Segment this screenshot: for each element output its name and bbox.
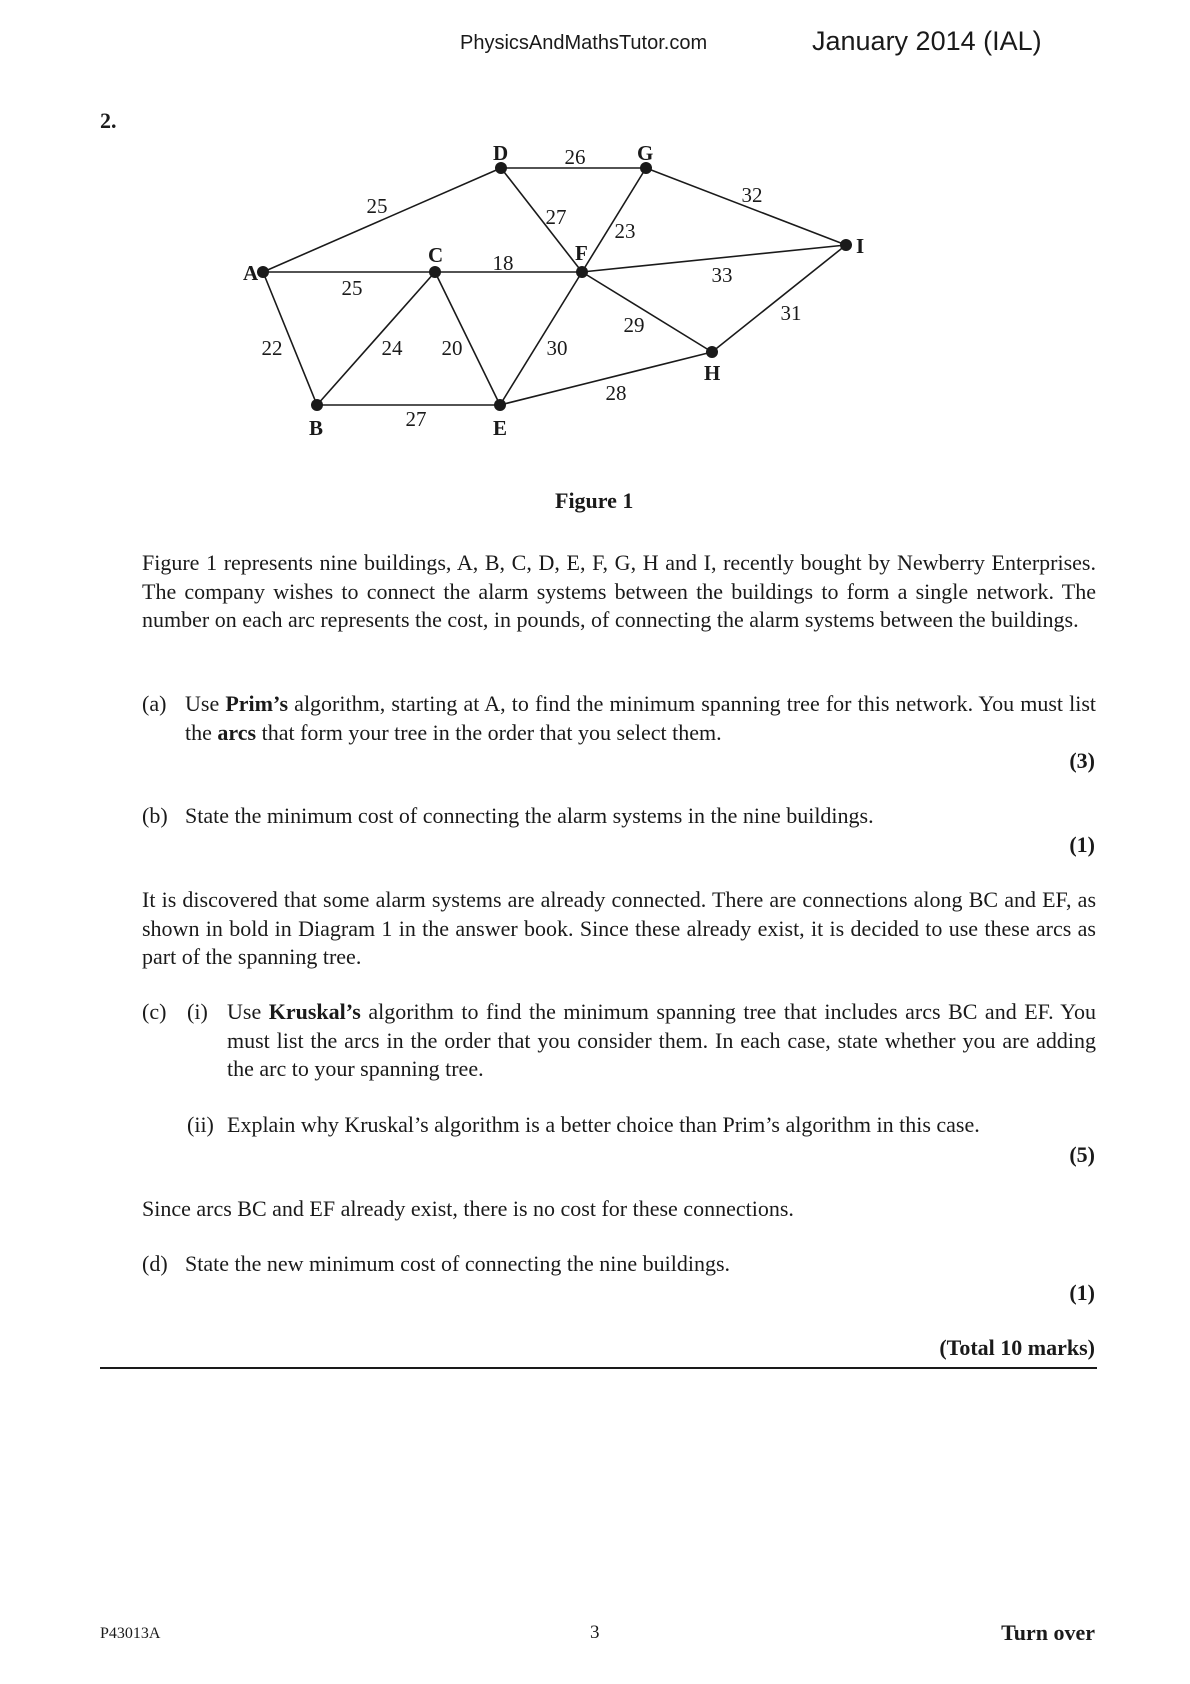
node-label-C: C: [428, 243, 444, 267]
node-A: [257, 266, 269, 278]
node-label-E: E: [493, 416, 508, 440]
arc-AD: [263, 168, 501, 272]
node-label-G: G: [637, 141, 654, 165]
part-b: [142, 802, 1096, 831]
node-H: [706, 346, 718, 358]
turn-over-label: Turn over: [1001, 1620, 1095, 1645]
section-divider: [100, 1367, 1097, 1369]
part-d-marks: (1): [1069, 1280, 1095, 1305]
node-label-F: F: [575, 241, 588, 265]
node-label-H: H: [704, 361, 721, 385]
question-number: 2.: [100, 108, 117, 133]
arc-weights: [262, 145, 802, 431]
paper-code: P43013A: [100, 1625, 161, 1642]
node-F: [576, 266, 588, 278]
arc-FH: [582, 272, 712, 352]
context-paragraph: It is discovered that some alarm systems are already connected. There are connections along BC and EF, as shown in bold in Diagram 1 in the answer book. Since these already exist, it is decided to use these arcs as part of the spanning tree.: [142, 887, 1096, 969]
arc-weight-GI: 32: [741, 183, 763, 207]
part-c-ii-label: (ii): [187, 1112, 214, 1137]
part-c-i-text: Use Kruskal’s algorithm to find the minimum spanning tree that includes arcs BC and EF. You must list the arcs in the order that you consider them. In each case, state whether you are adding the arc to your spanning tree.: [227, 999, 1096, 1081]
part-c-i-label: (i): [187, 999, 208, 1024]
total-marks: (Total 10 marks): [939, 1335, 1095, 1360]
arc-weight-CB: 24: [381, 336, 403, 360]
arc-weight-CF: 18: [492, 251, 514, 275]
node-label-B: B: [309, 416, 324, 440]
page-number: 3: [590, 1622, 600, 1643]
arc-weight-HI: 31: [780, 301, 802, 325]
no-cost-paragraph: Since arcs BC and EF already exist, there is no cost for these connections.: [142, 1196, 794, 1221]
part-b-marks: (1): [1069, 832, 1095, 857]
network-figure: [0, 0, 1190, 520]
node-label-I: I: [856, 234, 865, 258]
part-d-label: (d): [142, 1251, 168, 1276]
part-a-text: Use Prim’s algorithm, starting at A, to find the minimum spanning tree for this network. You must list the arcs that form your tree in the order that you select them.: [185, 691, 1097, 745]
arc-weight-DG: 26: [564, 145, 586, 169]
header-exam-date: January 2014 (IAL): [812, 26, 1042, 56]
part-b-text: State the minimum cost of connecting the alarm systems in the nine buildings.: [185, 803, 874, 828]
node-E: [494, 399, 506, 411]
part-c-ii: [142, 1111, 1096, 1140]
part-a-marks: (3): [1069, 748, 1095, 773]
arc-CB: [317, 272, 435, 405]
node-I: [840, 239, 852, 251]
header-site-name: PhysicsAndMathsTutor.com: [460, 32, 708, 54]
node-label-D: D: [493, 141, 509, 165]
node-C: [429, 266, 441, 278]
node-label-A: A: [243, 261, 259, 285]
part-c-marks: (5): [1069, 1142, 1095, 1167]
arc-weight-GF: 23: [614, 219, 636, 243]
arc-weight-DF: 27: [545, 205, 567, 229]
arc-weight-CE: 20: [441, 336, 463, 360]
arc-weight-EH: 28: [605, 381, 627, 405]
part-c-ii-text: Explain why Kruskal’s algorithm is a better choice than Prim’s algorithm in this case.: [227, 1112, 980, 1137]
part-a: [142, 690, 1096, 747]
arc-HI: [712, 245, 846, 352]
arc-weight-AC: 25: [341, 276, 363, 300]
part-c-label: (c): [142, 999, 167, 1024]
figure-caption: Figure 1: [555, 488, 634, 513]
intro-paragraph: Figure 1 represents nine buildings, A, B, C, D, E, F, G, H and I, recently bought by Newberry Enterprises. The company wishes to connect the alarm systems between the buildings to form a single network. The number on each arc represents the cost, in pounds, of connecting the alarm systems between the buildings.: [142, 550, 1096, 632]
arc-weight-FI: 33: [711, 263, 733, 287]
arc-weight-FH: 29: [623, 313, 645, 337]
part-a-label: (a): [142, 691, 167, 716]
arc-weight-AD: 25: [366, 194, 388, 218]
node-B: [311, 399, 323, 411]
arc-weight-FE: 30: [546, 336, 568, 360]
arc-FE: [500, 272, 582, 405]
part-d: [142, 1250, 1096, 1279]
part-d-text: State the new minimum cost of connecting the nine buildings.: [185, 1251, 731, 1276]
network-nodes: [243, 141, 864, 440]
arc-weight-AB: 22: [261, 336, 283, 360]
arc-weight-BE: 27: [405, 407, 427, 431]
part-b-label: (b): [142, 803, 168, 828]
part-c-i: [142, 998, 1096, 1084]
